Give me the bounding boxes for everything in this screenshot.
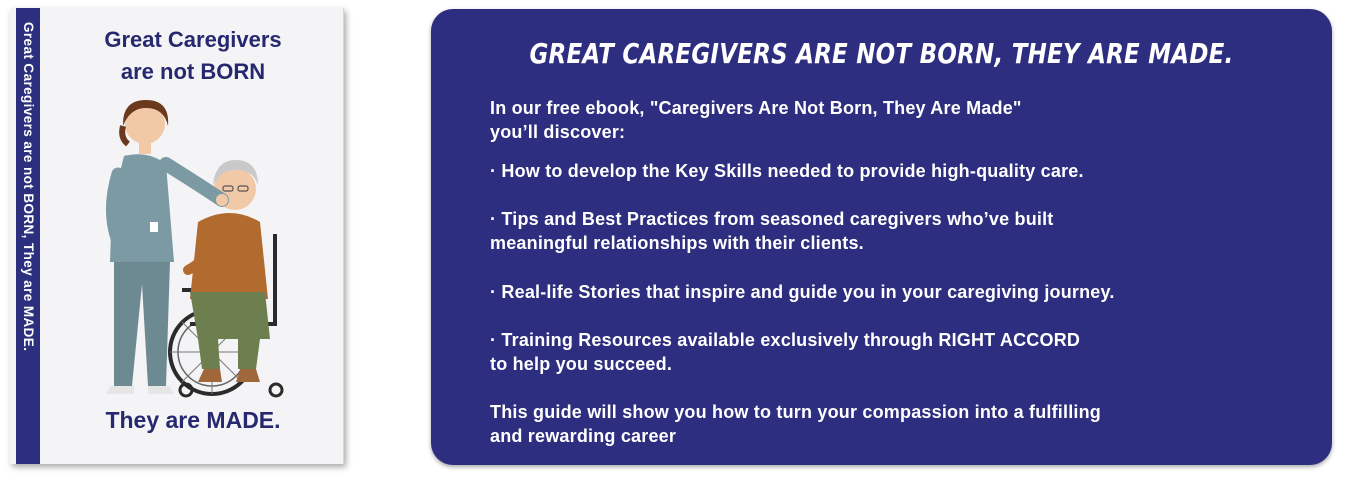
bullet-marker: · xyxy=(490,330,497,350)
bullet-best-practices xyxy=(490,207,1053,231)
ebook-cover xyxy=(10,8,344,464)
cover-title-line1: Great Caregivers xyxy=(104,27,282,52)
bullet-training-resources xyxy=(490,328,1080,352)
bullet-marker: · xyxy=(490,282,497,302)
closing-line2: and rewarding career xyxy=(490,426,677,446)
panel-headline: GREAT CAREGIVERS ARE NOT BORN, THEY ARE MADE. xyxy=(529,37,1234,70)
cover-title-line2: are not BORN xyxy=(120,59,266,84)
bullet-text: available exclusively through RIGHT ACCORD xyxy=(672,330,1081,350)
bullet-bold-text: Real-life Stories xyxy=(501,282,641,302)
bullet-marker: · xyxy=(490,161,497,181)
cover-title xyxy=(54,24,332,88)
bullet-key-skills xyxy=(490,159,1084,183)
closing-line1: This guide will show you how to turn your compassion into a fulfilling xyxy=(490,402,1101,422)
caregiver-illustration xyxy=(70,94,310,404)
intro-line1: In our free ebook, "Caregivers Are Not Born, They Are Made" xyxy=(490,98,1022,118)
intro-line2: you’ll discover: xyxy=(490,122,626,142)
bullet-training-resources-line2: to help you succeed. xyxy=(490,354,673,374)
cover-footer: They are MADE. xyxy=(105,407,281,433)
bullet-text: from seasoned caregivers who’ve built xyxy=(708,209,1054,229)
bullet-text: needed to provide high-quality care. xyxy=(762,161,1084,181)
bullet-bold-text: How to develop the Key Skills xyxy=(501,161,763,181)
bullet-bold-text: Training Resources xyxy=(501,330,673,350)
bullet-best-practices-line2: meaningful relationships with their clients. xyxy=(490,233,864,253)
bullet-bold-text: Tips and Best Practices xyxy=(501,209,709,229)
info-panel xyxy=(431,9,1332,465)
bullet-text: that inspire and guide you in your caregiving journey. xyxy=(640,282,1115,302)
bullet-marker: · xyxy=(490,209,497,229)
bullet-real-life-stories xyxy=(490,280,1115,304)
spine-title: Great Caregivers are not BORN, They are MADE. xyxy=(21,22,36,352)
